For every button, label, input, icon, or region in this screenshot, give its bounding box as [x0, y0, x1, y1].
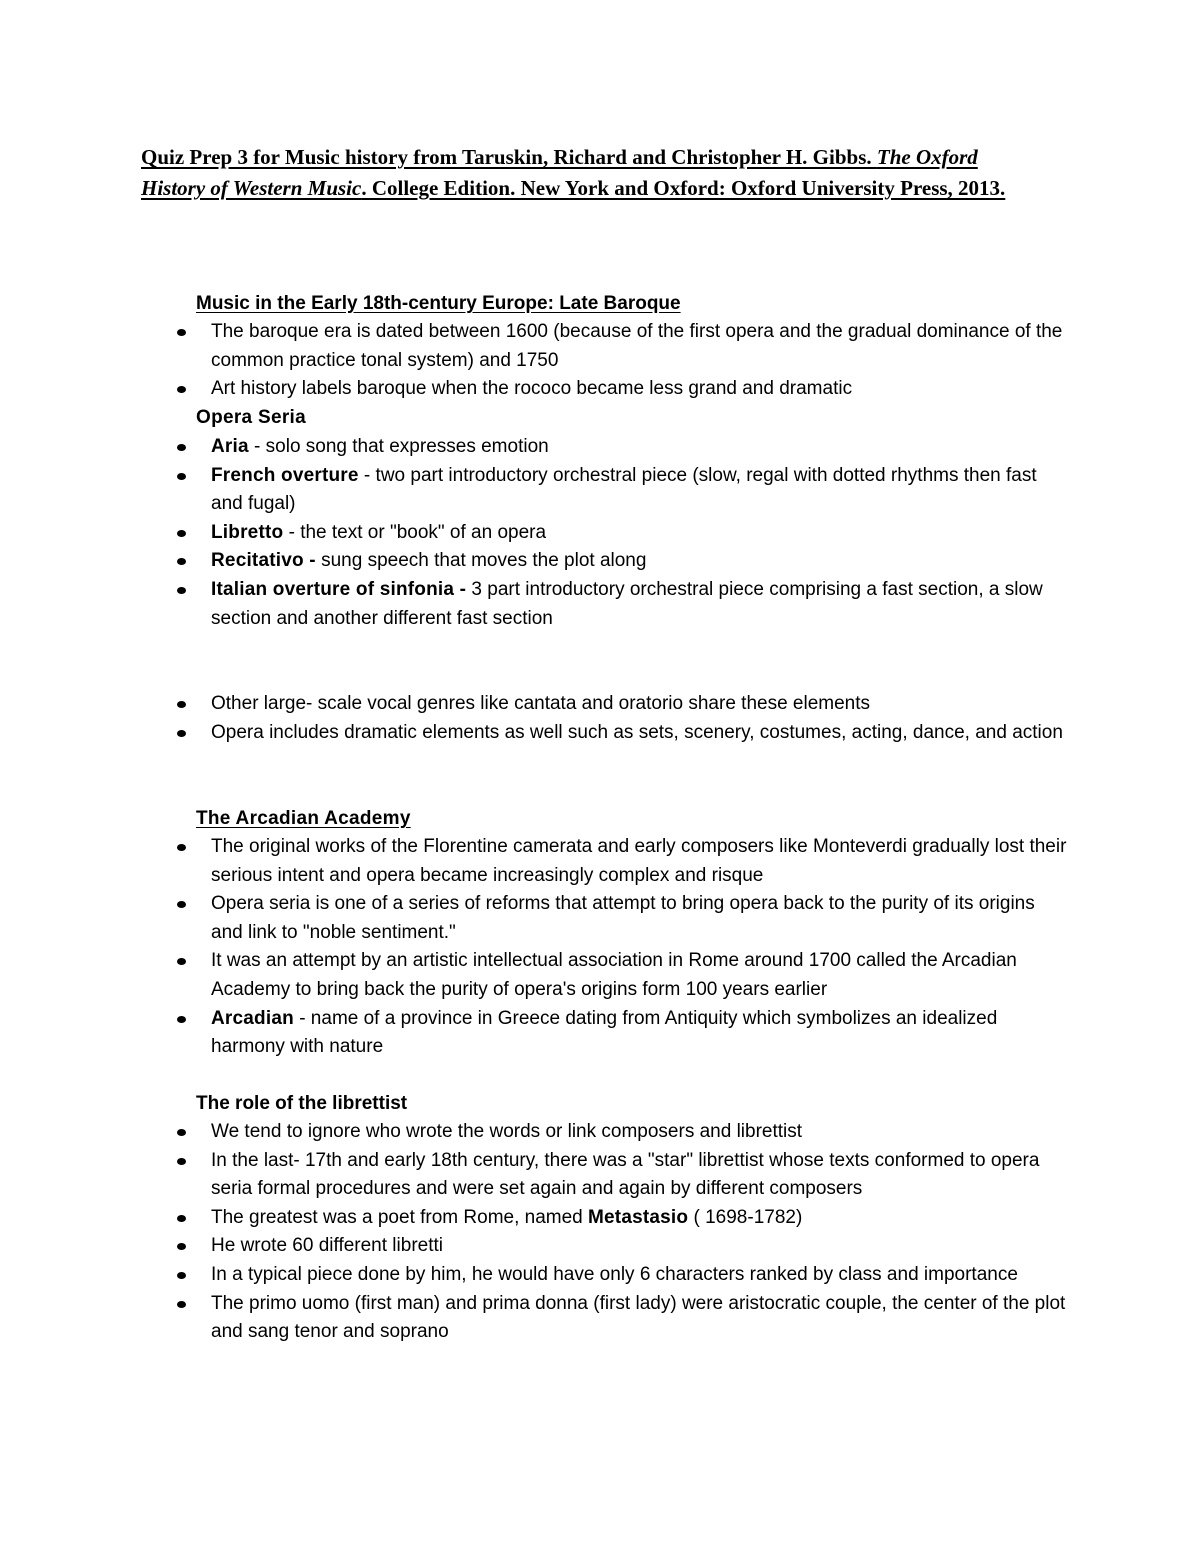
bullet-icon: [177, 1215, 186, 1222]
list-item: In the last- 17th and early 18th century, there was a "star" librettist whose texts conformed to opera seria formal procedures and were set again and again by different composers: [0, 1147, 1071, 1204]
term: Aria: [211, 436, 249, 457]
list-item: It was an attempt by an artistic intellectual association in Rome around 1700 called the Arcadian Academy to bring back the purity of opera's origins form 100 years earlier: [0, 947, 1071, 1004]
list-item: We tend to ignore who wrote the words or link composers and librettist: [0, 1118, 1071, 1147]
list-item: In a typical piece done by him, he would have only 6 characters ranked by class and importance: [0, 1261, 1071, 1290]
list-opera-elements: [0, 690, 1071, 747]
heading-opera-seria: Opera Seria: [196, 407, 306, 428]
list-item: French overture - two part introductory orchestral piece (slow, regal with dotted rhythms then fast and fugal): [0, 462, 1071, 519]
list-item: The greatest was a poet from Rome, named Metastasio ( 1698-1782): [0, 1204, 1071, 1233]
bullet-icon: [177, 587, 186, 594]
bullet-icon: [177, 386, 186, 393]
bullet-icon: [177, 1016, 186, 1023]
term: Metastasio: [588, 1206, 689, 1228]
list-item: He wrote 60 different libretti: [0, 1232, 1071, 1261]
term: French overture: [211, 464, 359, 486]
title-book-italic: The Oxford History of Western Music: [141, 145, 978, 200]
list-opera-seria: [0, 433, 1071, 633]
heading-late-baroque: Music in the Early 18th-century Europe: Late Baroque: [196, 293, 681, 314]
term: Italian overture of sinfonia -: [211, 578, 467, 600]
bullet-icon: [177, 1272, 186, 1279]
title-text-part1: Quiz Prep 3 for Music history from Taruskin, Richard and Christopher H. Gibbs.: [141, 145, 877, 169]
heading-role-of-librettist: The role of the librettist: [196, 1093, 408, 1114]
bullet-icon: [177, 1158, 186, 1165]
term: Libretto: [211, 521, 284, 543]
heading-arcadian-academy: The Arcadian Academy: [196, 808, 411, 829]
list-librettist: [0, 1118, 1071, 1347]
bullet-icon: [177, 730, 186, 737]
list-item: The original works of the Florentine camerata and early composers like Monteverdi gradually lost their serious intent and opera became increasingly complex and risque: [0, 833, 1071, 890]
list-item: Opera includes dramatic elements as well such as sets, scenery, costumes, acting, dance, and action: [0, 719, 1071, 748]
list-late-baroque: [0, 318, 1071, 404]
bullet-icon: [177, 1301, 186, 1308]
document-title: [141, 142, 1021, 204]
bullet-icon: [177, 530, 186, 537]
list-item: The baroque era is dated between 1600 (because of the first opera and the gradual dominance of the common practice tonal system) and 1750: [0, 318, 1071, 375]
list-item: The primo uomo (first man) and prima donna (first lady) were aristocratic couple, the center of the plot and sang tenor and soprano: [0, 1290, 1071, 1347]
list-item: Italian overture of sinfonia - 3 part introductory orchestral piece comprising a fast section, a slow section and another different fast section: [0, 576, 1071, 633]
bullet-icon: [177, 844, 186, 851]
bullet-icon: [177, 444, 186, 451]
bullet-icon: [177, 1243, 186, 1250]
bullet-icon: [177, 701, 186, 708]
title-text-part2: . College Edition. New York and Oxford: Oxford University Press, 2013.: [361, 176, 1006, 200]
term: Arcadian: [211, 1007, 294, 1029]
list-item: Libretto - the text or "book" of an opera: [0, 519, 1071, 548]
list-item: Art history labels baroque when the rococo became less grand and dramatic: [0, 375, 1071, 404]
list-item: Arcadian - name of a province in Greece dating from Antiquity which symbolizes an idealized harmony with nature: [0, 1005, 1071, 1062]
bullet-icon: [177, 329, 186, 336]
bullet-icon: [177, 473, 186, 480]
list-arcadian-academy: [0, 833, 1071, 1062]
bullet-icon: [177, 901, 186, 908]
term: Recitativo -: [211, 550, 316, 572]
bullet-icon: [177, 558, 186, 565]
bullet-icon: [177, 1129, 186, 1136]
list-item: Recitativo - sung speech that moves the plot along: [0, 547, 1071, 576]
list-item: Opera seria is one of a series of reforms that attempt to bring opera back to the purity of its origins and link to "noble sentiment.": [0, 890, 1071, 947]
list-item: Aria - solo song that expresses emotion: [0, 433, 1071, 462]
bullet-icon: [177, 958, 186, 965]
list-item: Other large- scale vocal genres like cantata and oratorio share these elements: [0, 690, 1071, 719]
